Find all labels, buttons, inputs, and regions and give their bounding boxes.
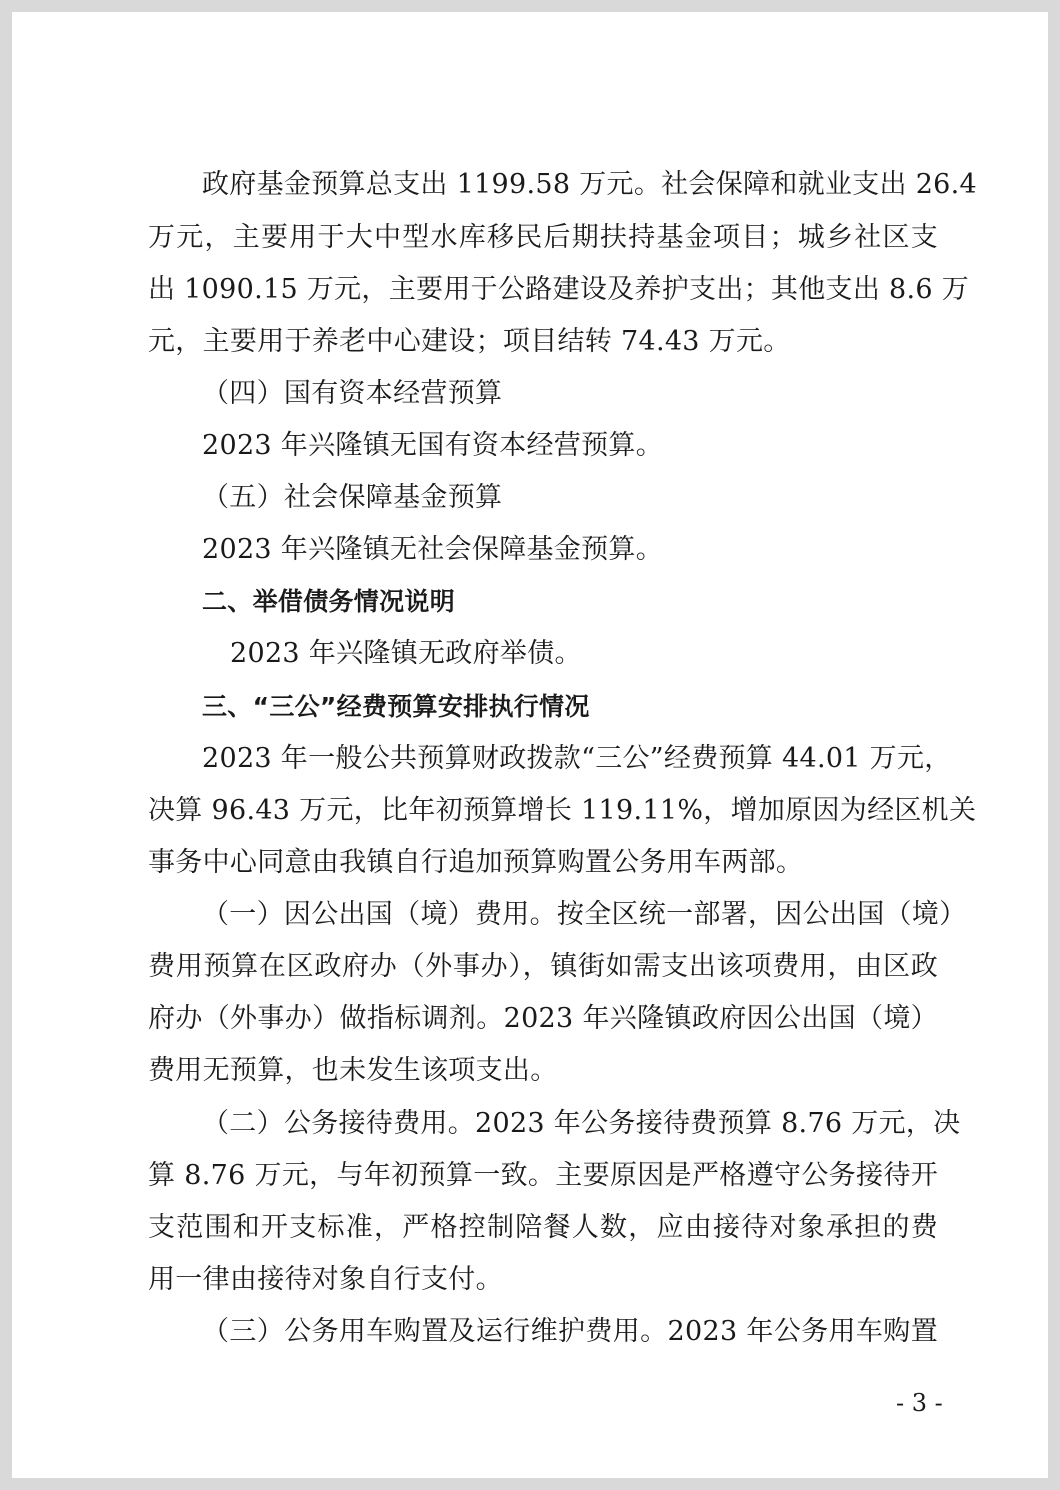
paragraph-line: 出 1090.15 万元，主要用于公路建设及养护支出；其他支出 8.6 万	[148, 274, 970, 305]
section-heading: 三、“三公”经费预算安排执行情况	[202, 692, 590, 721]
paragraph-line: （一）因公出国（境）费用。按全区统一部署，因公出国（境）	[202, 899, 967, 930]
paragraph-line: 事务中心同意由我镇自行追加预算购置公务用车两部。	[148, 847, 804, 878]
section-heading: 二、举借债务情况说明	[202, 587, 456, 616]
paragraph-line: 费用预算在区政府办（外事办），镇街如需支出该项费用，由区政	[148, 951, 938, 982]
page-number: - 3 -	[896, 1389, 943, 1417]
paragraph-line: 2023 年兴隆镇无国有资本经营预算。	[202, 430, 663, 461]
paragraph-line: 用一律由接待对象自行支付。	[148, 1264, 503, 1295]
document-page	[12, 12, 1048, 1478]
paragraph-line: 费用无预算，也未发生该项支出。	[148, 1055, 558, 1086]
paragraph-line: 2023 年兴隆镇无政府举债。	[230, 638, 582, 669]
section-heading: （五）社会保障基金预算	[202, 482, 503, 513]
paragraph-line: 2023 年兴隆镇无社会保障基金预算。	[202, 534, 663, 565]
paragraph-line: 支范围和开支标准，严格控制陪餐人数，应由接待对象承担的费	[148, 1212, 938, 1243]
paragraph-line: 算 8.76 万元，与年初预算一致。主要原因是严格遵守公务接待开	[148, 1160, 938, 1191]
paragraph-line: 万元，主要用于大中型水库移民后期扶持基金项目；城乡社区支	[148, 222, 938, 253]
paragraph-line: 府办（外事办）做指标调剂。2023 年兴隆镇政府因公出国（境）	[148, 1003, 938, 1034]
paragraph-line: （二）公务接待费用。2023 年公务接待费预算 8.76 万元，决	[202, 1108, 961, 1139]
paragraph-line: 政府基金预算总支出 1199.58 万元。社会保障和就业支出 26.4	[202, 169, 978, 200]
section-heading: （四）国有资本经营预算	[202, 378, 503, 409]
paragraph-line: 决算 96.43 万元，比年初预算增长 119.11%，增加原因为经区机关	[148, 795, 977, 826]
paragraph-line: 2023 年一般公共预算财政拨款“三公”经费预算 44.01 万元，	[202, 743, 952, 774]
paragraph-line: （三）公务用车购置及运行维护费用。2023 年公务用车购置	[202, 1316, 938, 1347]
paragraph-line: 元，主要用于养老中心建设；项目结转 74.43 万元。	[148, 326, 791, 357]
